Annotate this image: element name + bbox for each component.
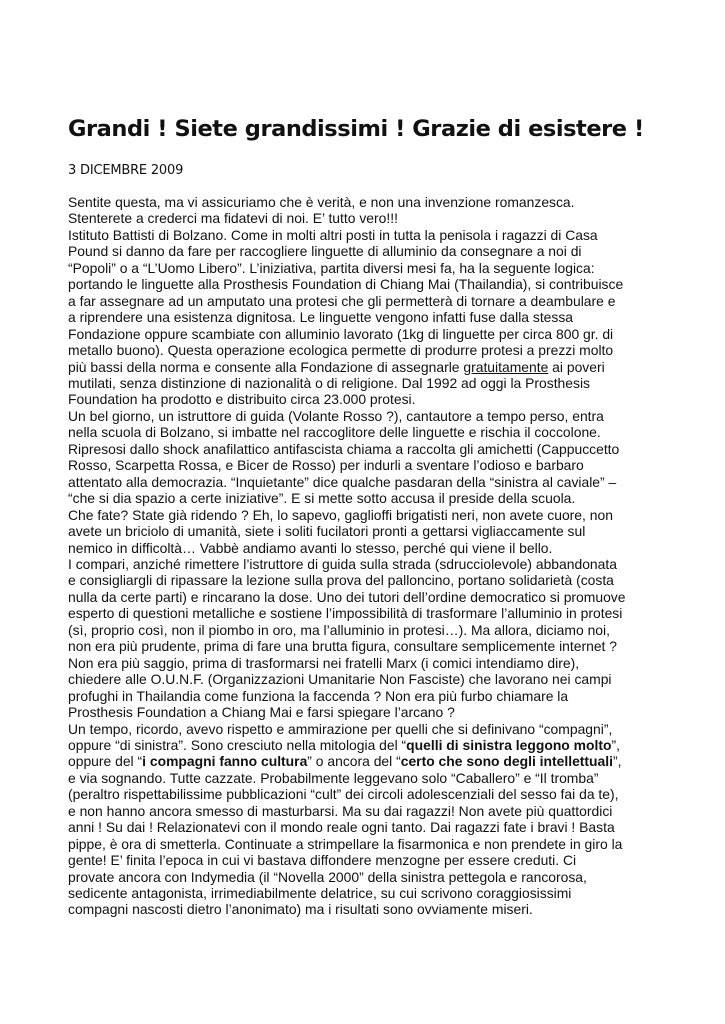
body-line: Che fate? State già ridendo ? Eh, lo sapevo, gaglioffi brigatisti neri, non avete cuore, non — [68, 506, 613, 523]
body-line: Stenterete a crederci ma fidatevi di noi. E’ tutto vero!!! — [68, 210, 398, 227]
bold-phrase: i compagni fanno cultura — [142, 753, 308, 770]
body-line: a riprendere una esistenza dignitosa. Le linguette vengono infatti fuse dalla stessa — [68, 309, 574, 326]
bold-phrase: certo che sono degli intellettuali — [400, 753, 613, 770]
body-line: profughi in Thailandia come funziona la faccenda ? Non era più furbo chiamare la — [68, 687, 569, 704]
article-title: Grandi ! Siete grandissimi ! Grazie di esistere ! — [68, 116, 644, 142]
body-line: e consigliargli di ripassare la lezione sulla prova del palloncino, portano solidarietà (costa — [68, 572, 614, 589]
body-line: Ripresosi dallo shock anafilattico antifascista chiama a raccolta gli amichetti (Cappuccetto — [68, 440, 620, 457]
body-line: “Popoli” o a “L’Uomo Libero”. L’iniziativa, partita diversi mesi fa, ha la seguente logica: — [68, 259, 595, 276]
body-text-segment: ai poveri — [548, 358, 605, 375]
body-line: “che si dia spazio a certe iniziative”. E si mette sotto accusa il preside della scuola. — [68, 490, 576, 507]
article-date: 3 DICEMBRE 2009 — [68, 163, 184, 178]
body-line: (sì, proprio così, non il piombo in oro, ma l’alluminio in protesi…). Ma allora, diciamo noi, — [68, 621, 610, 638]
body-line: chiedere alle O.U.N.F. (Organizzazioni Umanitarie Non Fasciste) che lavorano nei campi — [68, 671, 612, 688]
body-line: Sentite questa, ma vi assicuriamo che è verità, e non una invenzione romanzesca. — [68, 194, 575, 210]
body-line: portando le linguette alla Prosthesis Foundation di Chiang Mai (Thailandia), si contribuisce — [68, 276, 624, 293]
body-line: Pound si danno da fare per raccogliere linguette di alluminio da consegnare a noi di — [68, 243, 582, 260]
body-line: gente! E’ finita l’epoca in cui vi bastava diffondere menzogne per essere creduti. Ci — [68, 852, 577, 869]
body-line: Un tempo, ricordo, avevo rispetto e ammirazione per quelli che si definivano “compagni”, — [68, 720, 613, 737]
body-line: avete un briciolo di umanità, siete i soliti fucilatori pronti a gettarsi vigliaccamente sul — [68, 523, 586, 540]
body-line: non era più prudente, prima di fare una brutta figura, consultare semplicemente internet ? — [68, 638, 617, 655]
body-line: I compari, anziché rimettere l’istruttore di guida sulla strada (sdrucciolevole) abbandonata — [68, 555, 617, 572]
body-text-segment: oppure del “ — [68, 753, 143, 770]
body-line — [68, 753, 688, 769]
body-line: Non era più saggio, prima di trasformarsi nei fratelli Marx (i comici intendiamo dire), — [68, 654, 580, 671]
body-line: nulla da certe parti) e rincarano la dose. Uno dei tutori dell’ordine democratico si promuove — [68, 588, 626, 605]
body-text-segment: oppure “di sinistra”. Sono cresciuto nella mitologia del “ — [68, 736, 407, 753]
body-line: nella scuola di Bolzano, si imbatte nel raccoglitore delle linguette e rischia il coccolone. — [68, 424, 601, 441]
body-line: attentato alla democrazia. “Inquietante” dice qualche pasdaran della “sinistra al caviale” – — [68, 473, 617, 490]
bold-phrase: quelli di sinistra leggono molto — [406, 736, 612, 753]
body-text-segment: ”, — [611, 736, 620, 753]
body-line: provate ancora con Indymedia (il “Novella 2000” della sinistra pettegola e rancorosa, — [68, 868, 587, 885]
body-line: Fondazione oppure scambiate con alluminio lavorato (1kg di linguette per circa 800 gr. di — [68, 325, 614, 342]
body-line: pippe, è ora di smetterla. Continuate a strimpellare la fisarmonica e non prendete in giro la — [68, 835, 623, 852]
body-line: Foundation ha prodotto e distribuito circa 23.000 protesi. — [68, 391, 416, 408]
body-line: mutilati, senza distinzione di nazionalità o di religione. Dal 1992 ad oggi la Prosthesis — [68, 374, 590, 391]
body-line: metallo buono). Questa operazione ecologica permette di produrre protesi a prezzi molto — [68, 342, 614, 359]
body-text-segment: ” o ancora del “ — [307, 753, 401, 770]
body-line: Prosthesis Foundation a Chiang Mai e farsi spiegare l’arcano ? — [68, 704, 455, 721]
body-line: compagni nascosti dietro l’anonimato) ma i risultati sono ovviamente miseri. — [68, 901, 533, 918]
body-line: esperto di questioni metalliche e sostiene l’impossibilità di trasformare l’alluminio in protesi — [68, 605, 623, 622]
body-line: e non hanno ancora smesso di masturbarsi. Ma su dai ragazzi! Non avete più quattordici — [68, 802, 613, 819]
body-line: a far assegnare ad un amputato una protesi che gli permetterà di tornare a deambulare e — [68, 292, 616, 309]
underlined-phrase: gratuitamente — [463, 358, 549, 375]
body-line: Rosso, Scarpetta Rossa, e Bicer de Rosso) per indurli a sventare l’odioso e barbaro — [68, 457, 584, 474]
body-line: (peraltro rispettabilissime pubblicazioni “cult” dei circoli adolescenziali del sesso fai da te), — [68, 786, 619, 803]
article-body — [68, 194, 688, 918]
body-text-segment: più bassi della norma e consente alla Fondazione di assegnarle — [68, 358, 464, 375]
body-line: Un bel giorno, un istruttore di guida (Volante Rosso ?), cantautore a tempo perso, entra — [68, 407, 604, 424]
body-text-segment: ”, — [613, 753, 622, 770]
body-line: anni ! Su dai ! Relazionatevi con il mondo reale ogni tanto. Dai ragazzi fate i bravi ! Basta — [68, 819, 615, 836]
body-line: e via sognando. Tutte cazzate. Probabilmente leggevano solo “Caballero” e “Il tromba” — [68, 769, 599, 786]
body-line: sedicente antagonista, irrimediabilmente delatrice, su cui scrivono coraggiosissimi — [68, 885, 572, 902]
body-line: Istituto Battisti di Bolzano. Come in molti altri posti in tutta la penisola i ragazzi di Casa — [68, 226, 598, 243]
body-line — [68, 359, 688, 375]
body-line — [68, 737, 688, 753]
body-line: nemico in difficoltà… Vabbè andiamo avanti lo stesso, perché qui viene il bello. — [68, 539, 553, 556]
